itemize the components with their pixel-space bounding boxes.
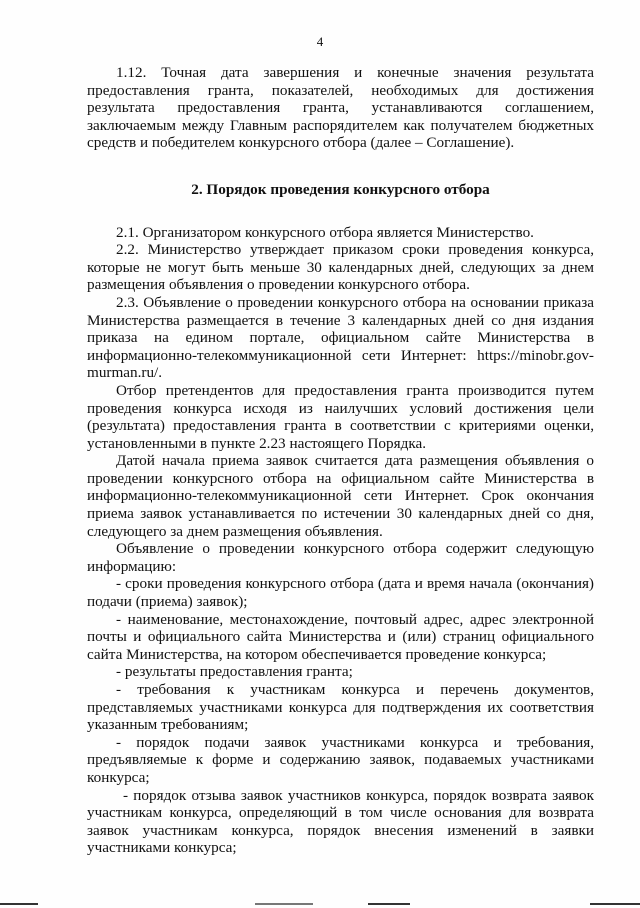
paragraph-2-3: 2.3. Объявление о проведении конкурсного отбора на основании приказа Министерства размещается в течение 3 календарных дней со дня издания приказа на едином портале, официальном сайте Министерства в информационно-телекоммуникационной сети Интернет: https://minobr.gov-murman.ru/. xyxy=(87,293,594,382)
paragraph-announcement: Объявление о проведении конкурсного отбора содержит следующую информацию: xyxy=(87,540,594,575)
section-heading: 2. Порядок проведения конкурсного отбора xyxy=(191,180,490,198)
list-item: - порядок подачи заявок участниками конкурса и требования, предъявляемые к форме и содержанию заявок, подаваемых участниками конкурса; xyxy=(87,733,594,786)
paragraph-selection: Отбор претендентов для предоставления гранта производится путем проведения конкурса исходя из наилучших условий достижения цели (результата) предоставления гранта в соответствии с критериями оценки, установленными в пункте 2.23 настоящего Порядка. xyxy=(87,381,594,452)
paragraph-start-date: Датой начала приема заявок считается дата размещения объявления о проведении конкурсного отбора на официальном сайте Министерства в информационно-телекоммуникационной сети Интернет. Срок окончания приема заявок устанавливается по истечении 30 календарных дней со дня, следующего за днем размещения объявления. xyxy=(87,452,594,540)
list-item: - результаты предоставления гранта; xyxy=(116,663,353,681)
paragraph-2-1: 2.1. Организатором конкурсного отбора является Министерство. xyxy=(116,223,534,241)
page-number: 4 xyxy=(316,34,324,49)
document-body xyxy=(87,64,594,857)
scan-mark xyxy=(255,903,313,905)
list-item: - порядок отзыва заявок участников конкурса, порядок возврата заявок участникам конкурса, определяющий в том числе основания для возврата заявок участникам конкурса, порядок внесения изменений в заявки участниками конкурса; xyxy=(87,786,594,857)
scan-mark xyxy=(590,903,640,905)
paragraph-2-2: 2.2. Министерство утверждает приказом сроки проведения конкурса, которые не могут быть меньше 30 календарных дней, следующих за днем размещения объявления о проведении конкурсного отбора. xyxy=(87,241,594,294)
paragraph-1-12: 1.12. Точная дата завершения и конечные значения результата предоставления гранта, показателей, необходимых для достижения результата предоставления гранта, устанавливаются соглашением, заключаемым между Главным распорядителем как получателем бюджетных средств и победителем конкурсного отбора (далее – Соглашение). xyxy=(87,64,594,152)
scan-mark xyxy=(368,903,410,905)
list-item: - сроки проведения конкурсного отбора (дата и время начала (окончания) подачи (приема) заявок); xyxy=(87,575,594,611)
list-item: - наименование, местонахождение, почтовый адрес, адрес электронной почты и официального сайта Министерства и (или) страниц официального сайта Министерства, на котором обеспечивается проведение конкурса; xyxy=(87,610,594,663)
scan-mark xyxy=(0,903,38,905)
scan-edge-marks xyxy=(0,903,640,908)
list-item: - требования к участникам конкурса и перечень документов, представляемых участниками конкурса для подтверждения их соответствия указанным требованиям; xyxy=(87,681,594,734)
